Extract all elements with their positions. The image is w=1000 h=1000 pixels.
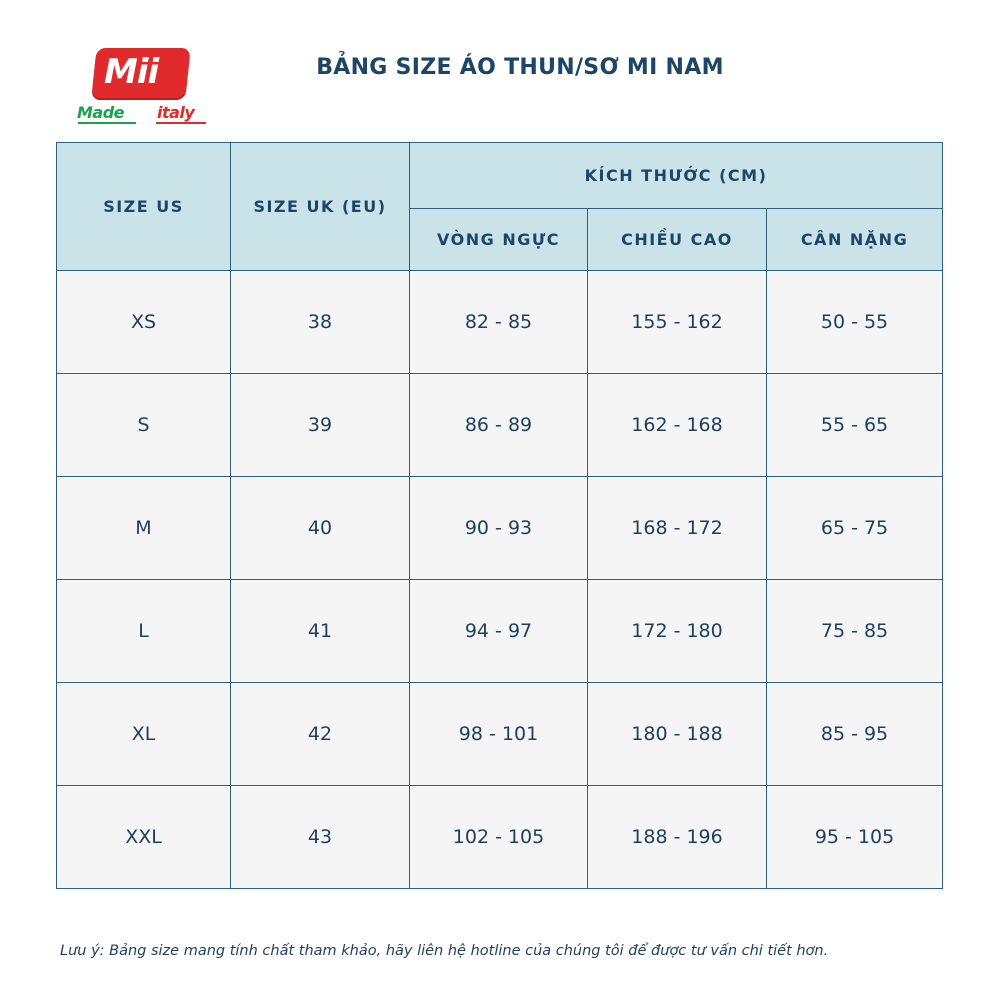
logo-made-text: Made bbox=[77, 103, 125, 122]
cell-weight: 55 - 65 bbox=[767, 374, 943, 477]
logo-italy-text: italy bbox=[157, 103, 195, 122]
logo-underline-green bbox=[78, 122, 136, 124]
cell-weight: 75 - 85 bbox=[767, 580, 943, 683]
cell-size-us: XXL bbox=[57, 786, 231, 889]
cell-height: 188 - 196 bbox=[588, 786, 767, 889]
header-size-uk: SIZE UK (EU) bbox=[231, 143, 410, 271]
brand-logo bbox=[76, 46, 208, 128]
header-measurements-group: KÍCH THƯỚC (CM) bbox=[410, 143, 943, 209]
cell-weight: 50 - 55 bbox=[767, 271, 943, 374]
cell-weight: 95 - 105 bbox=[767, 786, 943, 889]
cell-weight: 85 - 95 bbox=[767, 683, 943, 786]
cell-chest: 102 - 105 bbox=[410, 786, 588, 889]
logo-underline-red bbox=[156, 122, 206, 124]
cell-chest: 94 - 97 bbox=[410, 580, 588, 683]
cell-size-us: XS bbox=[57, 271, 231, 374]
disclaimer-note: Lưu ý: Bảng size mang tính chất tham khảo, hãy liên hệ hotline của chúng tôi để được tư vấn chi tiết hơn. bbox=[60, 943, 829, 959]
header-weight: CÂN NẶNG bbox=[767, 209, 943, 271]
logo-badge-text: Mii bbox=[104, 52, 159, 92]
header-chest: VÒNG NGỰC bbox=[410, 209, 588, 271]
cell-size-us: XL bbox=[57, 683, 231, 786]
table-row bbox=[57, 271, 943, 374]
table-row bbox=[57, 374, 943, 477]
cell-size-us: L bbox=[57, 580, 231, 683]
table-row bbox=[57, 477, 943, 580]
cell-height: 180 - 188 bbox=[588, 683, 767, 786]
cell-size-us: S bbox=[57, 374, 231, 477]
cell-size-uk: 41 bbox=[231, 580, 410, 683]
table-header-row bbox=[57, 143, 943, 209]
cell-height: 162 - 168 bbox=[588, 374, 767, 477]
table-row bbox=[57, 683, 943, 786]
cell-size-uk: 39 bbox=[231, 374, 410, 477]
cell-size-uk: 38 bbox=[231, 271, 410, 374]
table-row bbox=[57, 580, 943, 683]
cell-chest: 98 - 101 bbox=[410, 683, 588, 786]
cell-height: 172 - 180 bbox=[588, 580, 767, 683]
cell-height: 155 - 162 bbox=[588, 271, 767, 374]
size-table bbox=[56, 142, 943, 889]
header-height: CHIỀU CAO bbox=[588, 209, 767, 271]
cell-chest: 90 - 93 bbox=[410, 477, 588, 580]
cell-size-uk: 42 bbox=[231, 683, 410, 786]
cell-size-us: M bbox=[57, 477, 231, 580]
table-row bbox=[57, 786, 943, 889]
cell-chest: 82 - 85 bbox=[410, 271, 588, 374]
cell-height: 168 - 172 bbox=[588, 477, 767, 580]
header-size-us: SIZE US bbox=[57, 143, 231, 271]
cell-size-uk: 40 bbox=[231, 477, 410, 580]
cell-weight: 65 - 75 bbox=[767, 477, 943, 580]
cell-size-uk: 43 bbox=[231, 786, 410, 889]
cell-chest: 86 - 89 bbox=[410, 374, 588, 477]
page-title: BẢNG SIZE ÁO THUN/SƠ MI NAM bbox=[316, 55, 724, 80]
